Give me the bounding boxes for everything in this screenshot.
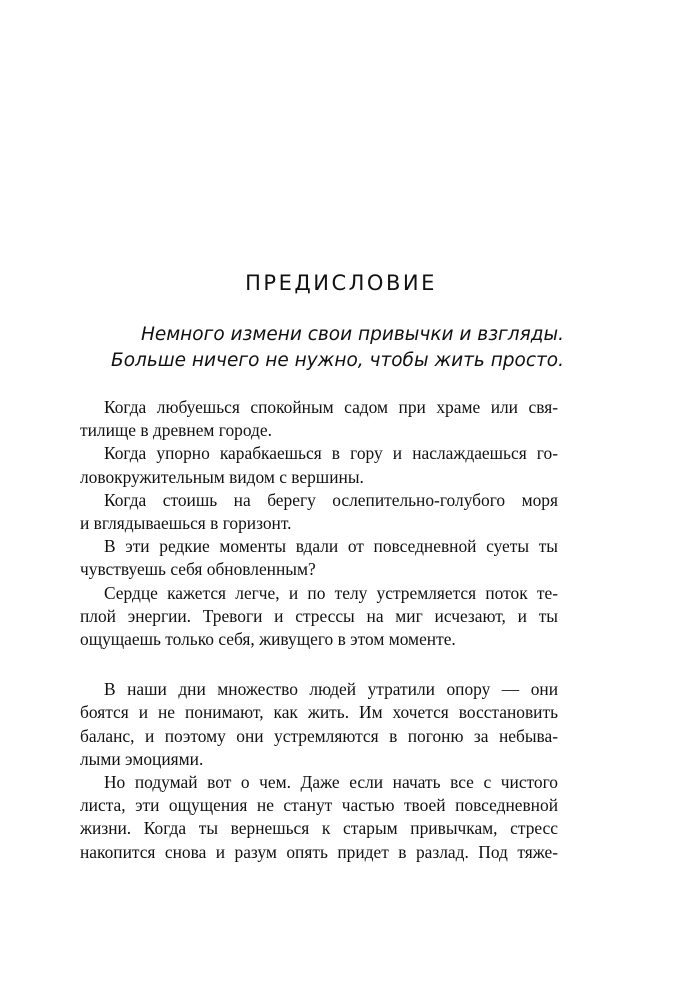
- text-line: Когда стоишь на берегу ослепительно-голубого моря: [104, 489, 558, 510]
- paragraph: [80, 771, 558, 864]
- text-line: Когда любуешься спокойным садом при храме или свя-: [104, 397, 558, 417]
- section-break: [80, 651, 558, 678]
- text-line: Но подумай вот о чем. Даже если начать все с чистого: [104, 772, 558, 793]
- text-line: баланс, и поэтому они устремляются в погоню за небыва-: [80, 725, 558, 746]
- text-line: ощущаешь только себя, живущего в этом моменте.: [80, 629, 456, 650]
- text-line: В эти редкие моменты вдали от повседневной суеты ты: [104, 536, 558, 557]
- text-line: жизни. Когда ты вернешься к старым привычкам, стресс: [80, 818, 558, 839]
- epigraph-line: Больше ничего не нужно, чтобы жить просто.: [111, 350, 564, 371]
- text-line: лыми эмоциями.: [80, 748, 204, 769]
- paragraph: [80, 489, 558, 535]
- paragraph: [80, 396, 558, 442]
- epigraph: [44, 322, 564, 374]
- paragraph: [80, 535, 558, 581]
- text-line: Когда упорно карабкаешься в гору и наслаждаешься го-: [104, 443, 558, 464]
- body-text: [80, 396, 558, 864]
- text-line: чувствуешь себя обновленным?: [80, 559, 316, 580]
- text-line: Сердце кажется легче, и по телу устремляется поток те-: [104, 582, 558, 603]
- text-line: ловокружительным видом с вершины.: [80, 466, 364, 487]
- epigraph-line: Немного измени свои привычки и взгляды.: [140, 324, 564, 345]
- text-line: листа, эти ощущения не станут частью твоей повседневной: [80, 795, 558, 816]
- text-line: плой энергии. Тревоги и стрессы на миг исчезают, и ты: [80, 605, 558, 626]
- chapter-title: ПРЕДИСЛОВИЕ: [245, 271, 437, 295]
- text-line: накопится снова и разум опять придет в разлад. Под тяже-: [80, 841, 558, 862]
- paragraph: [80, 678, 558, 771]
- text-line: тилище в древнем городе.: [80, 420, 272, 441]
- text-line: и вглядываешься в горизонт.: [80, 513, 292, 534]
- text-line: В наши дни множество людей утратили опору — они: [104, 679, 558, 700]
- text-line: боятся и не понимают, как жить. Им хочется восстановить: [80, 702, 558, 723]
- paragraph: [80, 442, 558, 488]
- paragraph: [80, 582, 558, 652]
